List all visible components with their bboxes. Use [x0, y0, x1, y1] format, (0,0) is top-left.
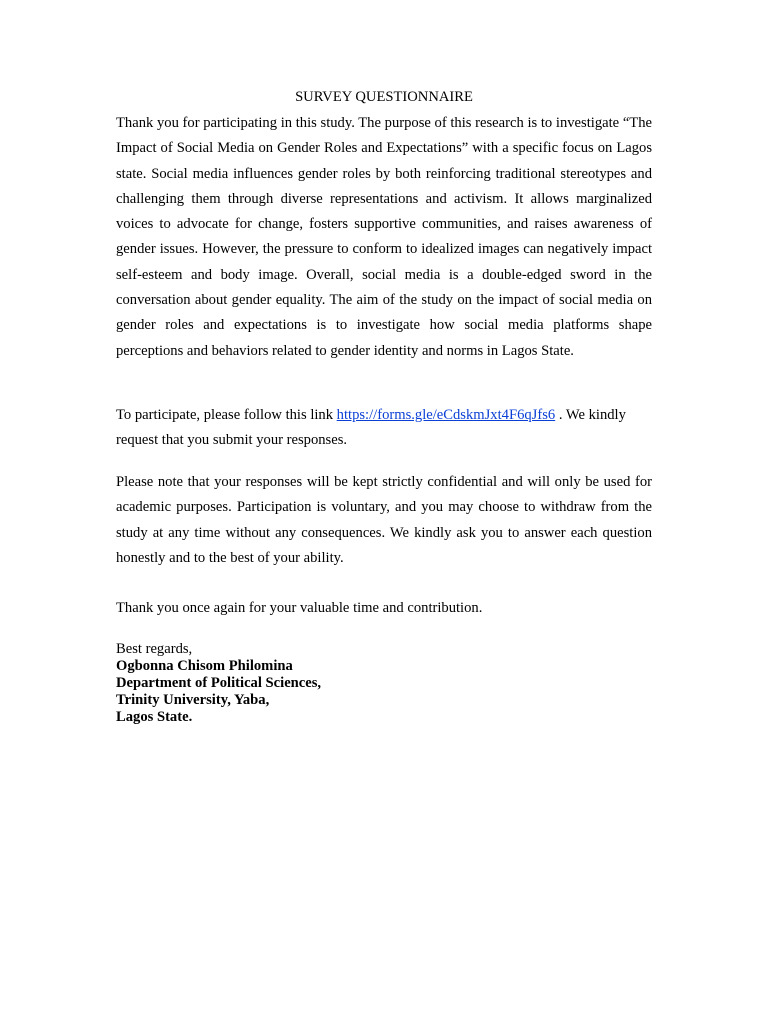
signoff-greeting: Best regards, — [116, 641, 193, 657]
signoff-department: Department of Political Sciences, — [116, 675, 322, 691]
participate-paragraph — [116, 403, 652, 453]
signoff-name: Ogbonna Chisom Philomina — [116, 658, 293, 674]
participate-prefix: To participate, please follow this link — [116, 407, 337, 423]
page-title: SURVEY QUESTIONNAIRE — [295, 89, 473, 105]
participate-suffix: . We kindly request that you submit your responses. — [116, 407, 626, 448]
confidentiality-paragraph: Please note that your responses will be kept strictly confidential and will only be used for academic purposes. Participation is voluntary, and you may choose to withdraw from the study at any time without any consequences. We kindly ask you to answer each question honestly and to the best of your ability. — [116, 474, 652, 566]
signoff-location: Lagos State. — [116, 709, 193, 725]
signoff-institution: Trinity University, Yaba, — [116, 692, 270, 708]
thanks-paragraph: Thank you once again for your valuable time and contribution. — [116, 600, 483, 616]
signature-block — [116, 641, 652, 726]
intro-paragraph: Thank you for participating in this study. The purpose of this research is to investigate “The Impact of Social Media on Gender Roles and Expectations” with a specific focus on Lagos state. Social media influences gender roles by both reinforcing traditional stereotypes and challenging them through diverse representations and activism. It allows marginalized voices to advocate for change, fosters supportive communities, and raises awareness of gender issues. However, the pressure to conform to idealized images can negatively impact self-esteem and body image. Overall, social media is a double-edged sword in the conversation about gender equality. The aim of the study on the impact of social media on gender roles and expectations is to investigate how social media platforms shape perceptions and behaviors related to gender identity and norms in Lagos State. — [116, 115, 652, 359]
survey-link[interactable]: https://forms.gle/eCdskmJxt4F6qJfs6 — [336, 407, 556, 423]
